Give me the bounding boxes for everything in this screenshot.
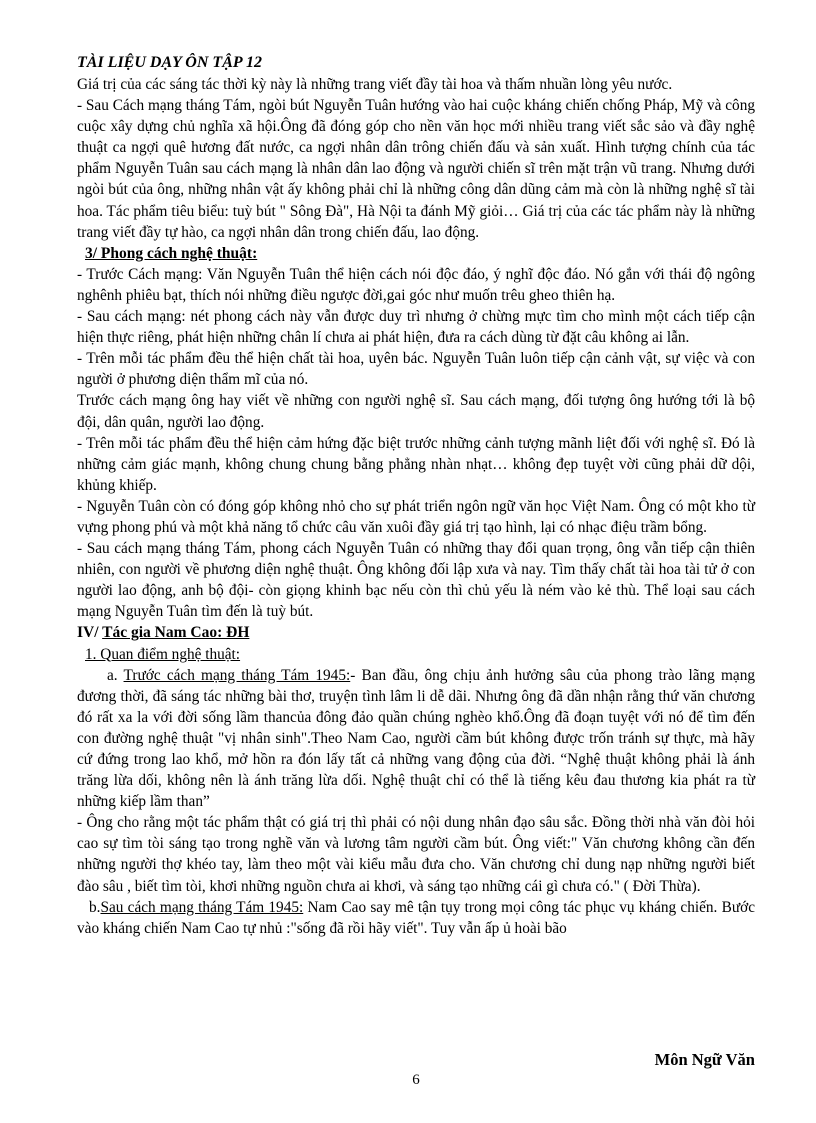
section-heading-text: Tác gia Nam Cao: ĐH — [102, 624, 250, 642]
paragraph: Trước cách mạng ông hay viết về những con người nghệ sĩ. Sau cách mạng, đối tượng ông hướng tới là bộ đội, dân quân, người lao động. — [77, 392, 755, 431]
paragraph-b — [77, 897, 755, 939]
subsection-heading — [77, 644, 755, 665]
paragraph: - Sau cách mạng: nét phong cách này vẫn được duy trì nhưng ở chừng mực tìm cho mình một cách tiếp cận hiện thực riêng, phát hiện những chân lí chưa ai phát hiện, đưa ra cách dùng từ đặt câu không ai lẫn. — [77, 308, 755, 347]
item-text: - Ban đầu, ông chịu ảnh hưởng sâu của phong trào lãng mạng đương thời, đã sáng tác những bài thơ, truyện tình lâm li dễ dãi. Nhưng ông đã dần nhận rằng thứ văn chương đó rất xa la với đời sống lầm thancủa đông đảo quần chúng nghèo khổ.Ông đã đoạn tuyệt với nó để tìm đến con đường nghệ thuật "vị nhân sinh".Theo Nam Cao, người cầm bút không được trốn tránh sự thực, mà hãy cứ đứng trong lao khổ, mở hồn ra đón lấy tất cả những vang động của đời. “Nghệ thuật không phải là ánh trăng lừa dối, không nên là ánh trăng lừa dối. Nghệ thuật chỉ có thể là tiếng kêu đau thương kia phát ra từ những kiếp lầm than” — [77, 666, 755, 811]
document-header-title: TÀI LIỆU DẠY ÔN TẬP 12 — [77, 54, 263, 71]
item-label: Sau cách mạng tháng Tám 1945: — [100, 898, 304, 916]
paragraph: - Trước Cách mạng: Văn Nguyễn Tuân thể hiện cách nói độc đáo, ý nghĩ độc đáo. Nó gắn với thái độ ngông nghênh phiêu bạt, thích nói những điều ngược đời,gai góc như muốn trêu gheo thiên hạ. — [77, 265, 755, 304]
document-page — [77, 52, 755, 939]
section-heading-text: 3/ Phong cách nghệ thuật: — [85, 244, 258, 262]
subsection-heading-text: 1. Quan điểm nghệ thuật: — [85, 645, 241, 663]
page-number: 6 — [412, 1072, 420, 1088]
paragraph: - Nguyễn Tuân còn có đóng góp không nhỏ cho sự phát triển ngôn ngữ văn học Việt Nam. Ông có một kho từ vựng phong phú và một khả năng tổ chức câu văn xuôi đầy giá trị tạo hình, lại có nhạc điệu trầm bổng. — [77, 497, 755, 536]
item-prefix: a. — [107, 666, 124, 684]
paragraph-a — [77, 665, 755, 813]
paragraph: - Trên mỗi tác phẩm đều thể hiện cảm hứng đặc biệt trước những cảnh tượng mãnh liệt đối với nghệ sĩ. Đó là những cảm giác mạnh, không chung chung bằng phẳng nhàn nhạt… không đẹp tuyệt vời cũng phải dữ dội, khủng khiếp. — [77, 434, 755, 494]
paragraph: - Ông cho rằng một tác phẩm thật có giá trị thì phải có nội dung nhân đạo sâu sắc. Đồng thời nhà văn đòi hỏi cao sự tìm tòi sáng tạo trong nghề văn và lương tâm người cầm bút. Ông viết:" Văn chương không cần đến những người thợ khéo tay, làm theo một vài kiểu mẫu đưa cho. Văn chương chỉ dung nạp những người biết đào sâu , biết tìm tòi, khơi những nguồn chưa ai khơi, và sáng tạo những cái gì chưa có." ( Đời Thừa). — [77, 814, 755, 895]
section-heading-author — [77, 622, 755, 643]
subject-label: Môn Ngữ Văn — [654, 1050, 755, 1069]
item-prefix: b. — [89, 898, 101, 916]
section-heading-prefix: IV/ — [77, 624, 103, 642]
section-heading-style — [77, 243, 755, 264]
paragraph: Giá trị của các sáng tác thời kỳ này là những trang viết đầy tài hoa và thấm nhuần lòng yêu nước. — [77, 76, 673, 93]
item-label: Trước cách mạng tháng Tám 1945: — [123, 666, 351, 684]
item-text: Nam Cao say mê tận tụy trong mọi công tác phục vụ kháng chiến. Bước vào kháng chiến Nam Cao tự nhủ :"sống đã rồi hãy viết". Tuy vẫn ấp ủ hoài bão — [77, 898, 755, 937]
paragraph: - Sau Cách mạng tháng Tám, ngòi bút Nguyễn Tuân hướng vào hai cuộc kháng chiến chống Pháp, Mỹ và công cuộc xây dựng chủ nghĩa xã hội.Ông đã đóng góp cho nền văn học mới nhiều trang viết sắc sảo và đầy nghệ thuật ca ngợi quê hương đất nước, ca ngợi nhân dân trông chiến đấu và sản xuất. Hình tượng chính của tác phẩm Nguyễn Tuân sau cách mạng là nhân dân lao động và người chiến sĩ trên mặt trận vũ trang. Nhưng dưới ngòi bút của ông, những nhân vật ấy không phải chỉ là những công dân dũng cảm mà còn là những nghệ sĩ tài hoa. Tác phẩm tiêu biểu: tuỳ bút " Sông Đà", Hà Nội ta đánh Mỹ giỏi… Giá trị của các tác phẩm này là những trang viết đầy tự hào, ca ngợi nhân dân trong chiến đấu, lao động. — [77, 97, 755, 241]
paragraph: - Sau cách mạng tháng Tám, phong cách Nguyễn Tuân có những thay đổi quan trọng, ông vẫn tiếp cận thiên nhiên, con người về phương diện nghệ thuật. Ông không đối lập xưa và nay. Tìm thấy chất tài hoa tài tử ở con người lao động, anh bộ đội- còn giọng khinh bạc nếu còn thì chủ yếu là ném vào kẻ thù. Thể loại sau cách mạng Nguyễn Tuân tìm đến là tuỳ bút. — [77, 540, 755, 621]
paragraph: - Trên mỗi tác phẩm đều thể hiện chất tài hoa, uyên bác. Nguyễn Tuân luôn tiếp cận cảnh vật, sự việc và con người ở phương diện thẩm mĩ của nó. — [77, 350, 755, 389]
